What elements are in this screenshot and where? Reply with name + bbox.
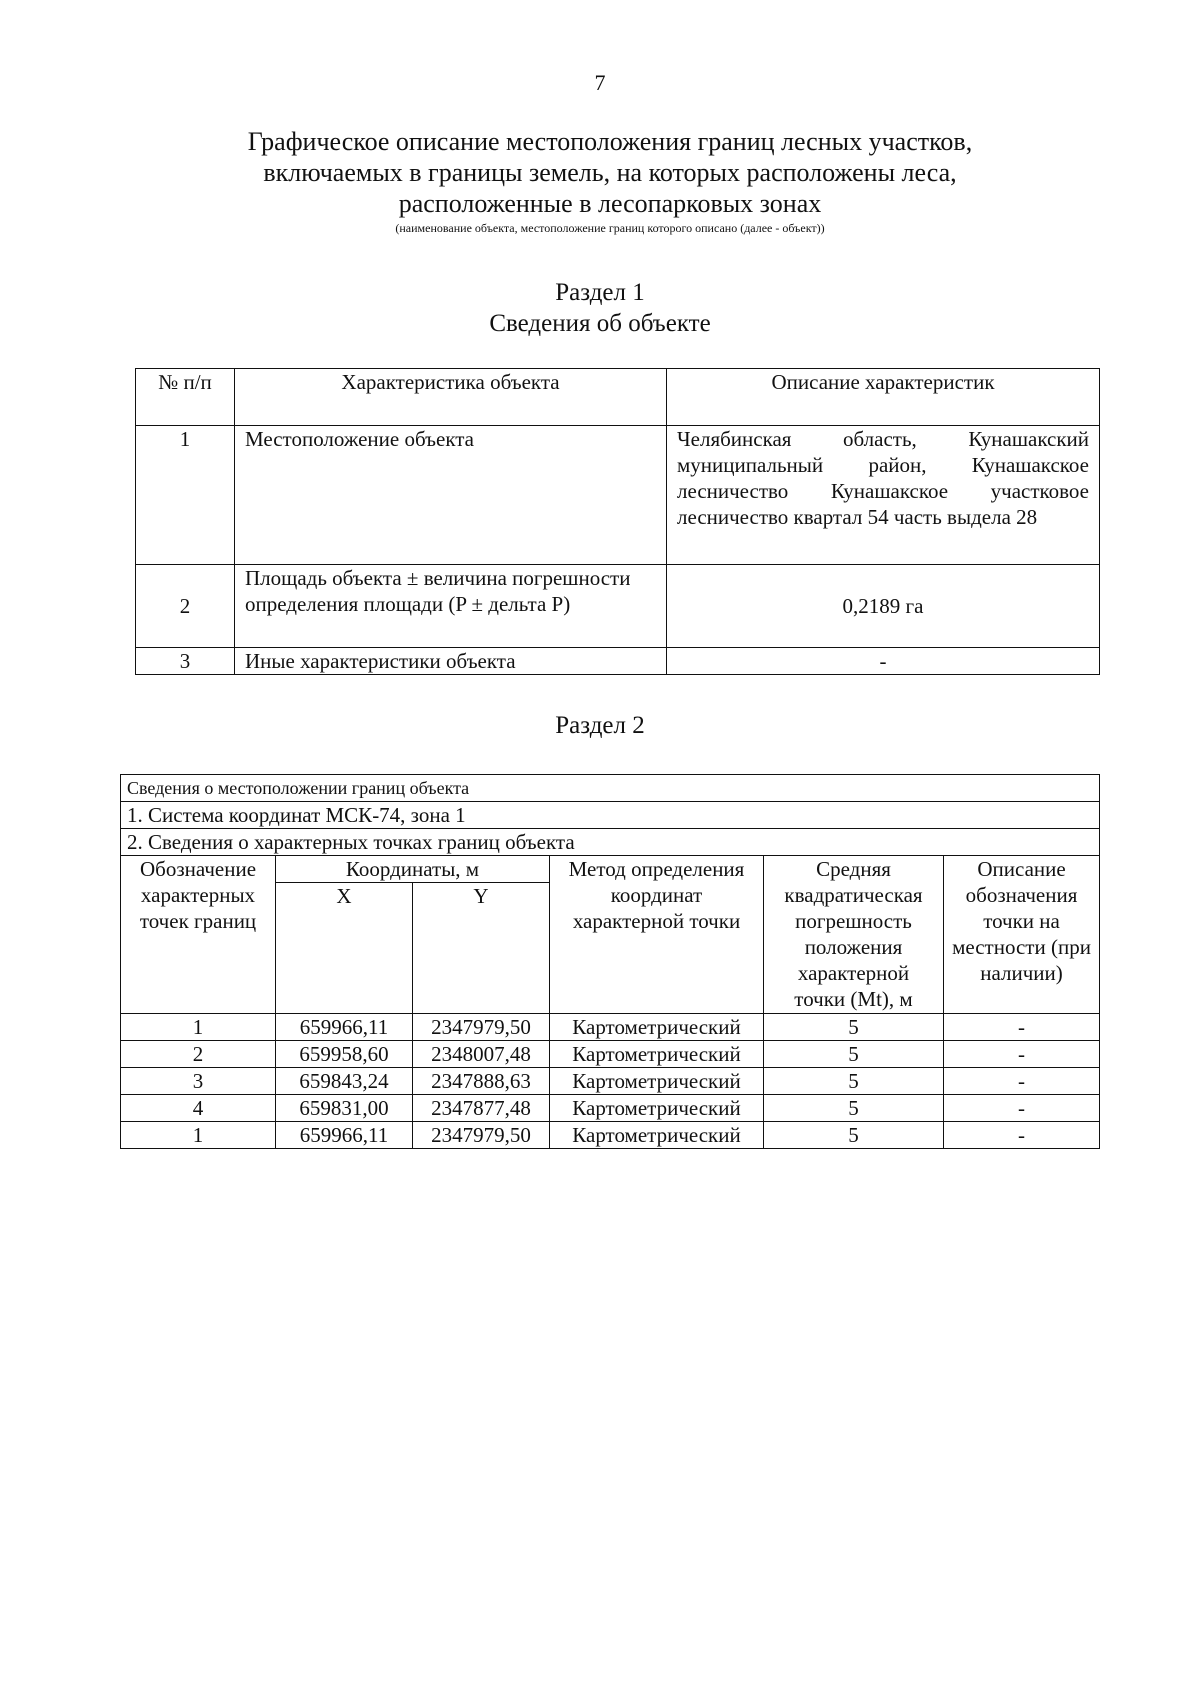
header-x: X [276,883,413,1014]
cell-error: 5 [764,1095,944,1122]
header-y: Y [413,883,550,1014]
row-num: 3 [136,648,235,675]
cell-error: 5 [764,1122,944,1149]
page-number: 7 [594,70,606,95]
cell-x: 659966,11 [276,1122,413,1149]
system-row [121,802,1100,829]
header-characteristic: Характеристика объекта [235,369,667,426]
row-description: Челябинская область, Кунашакский муниципальный район, Кунашакское лесничество Кунашакское участковое лесничество квартал 54 часть выдела 28 [667,426,1100,565]
document-title [120,126,1100,235]
row-characteristic: Иные характеристики объекта [235,648,667,675]
cell-x: 659966,11 [276,1014,413,1041]
section1-heading: Раздел 1 [555,279,645,306]
coordinate-system: 1. Система координат МСК-74, зона 1 [121,802,1100,829]
table-caption: Сведения о местоположении границ объекта [121,775,1100,802]
cell-note: - [944,1095,1100,1122]
title-line-1: Графическое описание местоположения границ лесных участков, [247,127,973,156]
row-num: 1 [136,426,235,565]
points-title-row [121,829,1100,856]
points-title: 2. Сведения о характерных точках границ объекта [121,829,1100,856]
title-hint: (наименование объекта, местоположение границ которого описано (далее - объект)) [395,221,825,235]
section2-heading: Раздел 2 [555,712,645,739]
cell-y: 2348007,48 [413,1041,550,1068]
header-designation: Обозначение характерных точек границ [121,856,276,1014]
table-row [121,1095,1100,1122]
header-coordinates: Координаты, м [276,856,550,883]
row-characteristic: Площадь объекта ± величина погрешности определения площади (P ± дельта P) [235,565,667,648]
table-row [121,1041,1100,1068]
cell-point: 1 [121,1122,276,1149]
cell-y: 2347888,63 [413,1068,550,1095]
row-description: - [667,648,1100,675]
object-info-table [135,368,1100,675]
row-characteristic: Местоположение объекта [235,426,667,565]
cell-note: - [944,1041,1100,1068]
cell-point: 3 [121,1068,276,1095]
cell-error: 5 [764,1041,944,1068]
cell-note: - [944,1068,1100,1095]
cell-method: Картометрический [550,1041,764,1068]
cell-note: - [944,1014,1100,1041]
cell-error: 5 [764,1014,944,1041]
header-note: Описание обозначения точки на местности (при наличии) [944,856,1100,1014]
cell-method: Картометрический [550,1068,764,1095]
table-header-row [121,856,1100,883]
table-row [121,1068,1100,1095]
table-row [136,426,1100,565]
table-row [121,1122,1100,1149]
caption-row [121,775,1100,802]
header-error: Средняя квадратическая погрешность положения характерной точки (Mt), м [764,856,944,1014]
header-num: № п/п [136,369,235,426]
title-line-2: включаемых в границы земель, на которых расположены леса, [263,158,957,187]
cell-x: 659831,00 [276,1095,413,1122]
cell-method: Картометрический [550,1095,764,1122]
cell-point: 2 [121,1041,276,1068]
cell-note: - [944,1122,1100,1149]
table-row [136,648,1100,675]
cell-y: 2347877,48 [413,1095,550,1122]
cell-method: Картометрический [550,1122,764,1149]
cell-point: 4 [121,1095,276,1122]
section1-subheading: Сведения об объекте [489,310,711,337]
cell-x: 659958,60 [276,1041,413,1068]
table-row [136,565,1100,648]
boundary-points-table [120,774,1100,1149]
table-row [121,1014,1100,1041]
cell-y: 2347979,50 [413,1014,550,1041]
cell-method: Картометрический [550,1014,764,1041]
cell-point: 1 [121,1014,276,1041]
row-num: 2 [136,565,235,648]
header-description: Описание характеристик [667,369,1100,426]
table-header-row [136,369,1100,426]
cell-error: 5 [764,1068,944,1095]
cell-x: 659843,24 [276,1068,413,1095]
row-description: 0,2189 га [667,565,1100,648]
title-line-3: расположенные в лесопарковых зонах [398,189,822,218]
header-method: Метод определения координат характерной точки [550,856,764,1014]
cell-y: 2347979,50 [413,1122,550,1149]
